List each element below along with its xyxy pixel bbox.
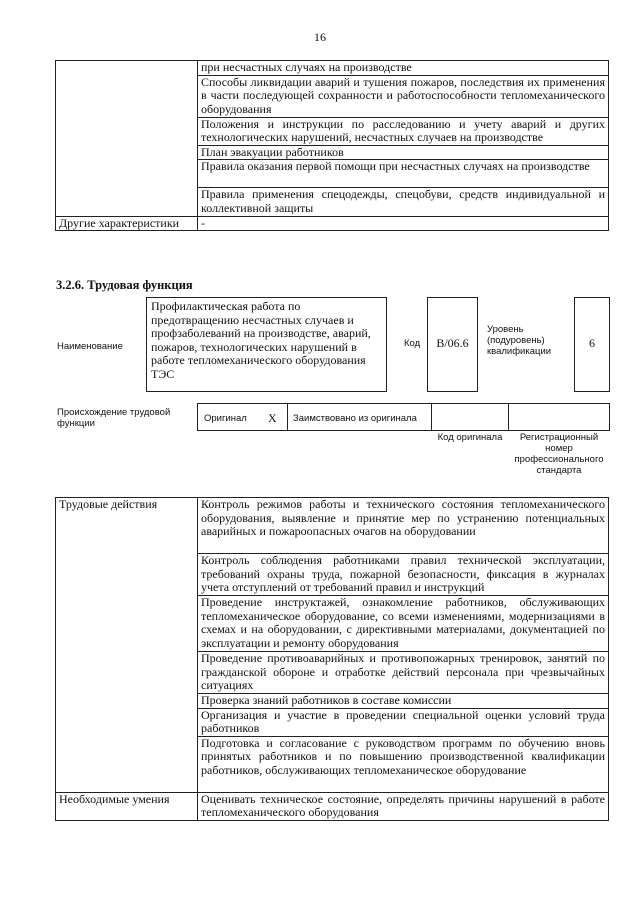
- function-code: B/06.6: [427, 297, 478, 392]
- divider: [287, 404, 288, 430]
- section-title: 3.2.6. Трудовая функция: [56, 278, 193, 292]
- knowledge-item: Правила оказания первой помощи при несчастных случаях на производстве: [198, 160, 609, 188]
- registration-number-caption: Регистрационный номер профессионального стандарта: [514, 432, 604, 476]
- skill-item: Оценивать техническое состояние, определять причины нарушений в работе тепломеханического оборудования: [198, 792, 609, 820]
- original-label: Оригинал: [204, 413, 247, 424]
- labor-action-item: Проведение инструктажей, ознакомление работников, обслуживающих тепломеханическое оборудование, со всеми изменениями, модернизациями в схемах и на оборудовании, с директивными материалами, документацией по эксплуатации и ремонту оборудования: [198, 596, 609, 652]
- function-name: Профилактическая работа по предотвращению несчастных случаев и профзаболеваний на производстве, аварий, пожаров, технологических нарушений в работе тепломеханического оборудования ТЭС: [146, 297, 387, 392]
- labor-action-item: Подготовка и согласование с руководством программ по обучению вновь принятых работников и по повышению производственной квалификации работников, обслуживающих тепломеханическое оборудование: [198, 736, 609, 792]
- labor-actions-table: [55, 497, 609, 821]
- code-original-caption: Код оригинала: [437, 432, 503, 443]
- divider: [508, 404, 509, 430]
- empty-label-cell: [56, 61, 198, 217]
- other-characteristics-value: -: [198, 216, 609, 231]
- labor-actions-label: Трудовые действия: [56, 498, 198, 793]
- name-label: Наименование: [57, 341, 123, 352]
- labor-action-item: Проверка знаний работников в составе комиссии: [198, 694, 609, 709]
- labor-action-item: Проведение противоаварийных и противопожарных тренировок, занятий по гражданской обороне и отработке действий персонала при чрезвычайных ситуациях: [198, 652, 609, 694]
- labor-action-item: Организация и участие в проведении специальной оценки условий труда работников: [198, 708, 609, 736]
- knowledge-table: [55, 60, 609, 231]
- labor-action-item: Контроль режимов работы и технического состояния тепломеханического оборудования, выявление и принятие мер по устранению потенциальных аварийных и пожароопасных очагов на оборудовании: [198, 498, 609, 554]
- knowledge-item: Способы ликвидации аварий и тушения пожаров, последствия их применения в части последующей сохранности и работоспособности тепломеханического оборудования: [198, 75, 609, 117]
- knowledge-item: Правила применения спецодежды, спецобуви, средств индивидуальной и коллективной защиты: [198, 188, 609, 216]
- knowledge-item: при несчастных случаях на производстве: [198, 61, 609, 76]
- labor-action-item: Контроль соблюдения работниками правил технической эксплуатации, требований охраны труда, пожарной безопасности, фиксация в журналах учета отступлений от требований правил и инструкций: [198, 554, 609, 596]
- skills-label: Необходимые умения: [56, 792, 198, 820]
- origin-table: [197, 403, 610, 431]
- other-characteristics-label: Другие характеристики: [56, 216, 198, 231]
- code-label: Код: [404, 338, 421, 349]
- borrowed-label: Заимствовано из оригинала: [293, 413, 417, 424]
- knowledge-item: Положения и инструкции по расследованию и учету аварий и других технологических нарушений, несчастных случаев на производстве: [198, 117, 609, 145]
- qualification-level-value: 6: [574, 297, 610, 392]
- origin-label: Происхождение трудовой функции: [57, 407, 171, 429]
- qualification-level-label: Уровень (подуровень) квалификации: [487, 324, 552, 357]
- divider: [431, 404, 432, 430]
- knowledge-item: План эвакуации работников: [198, 145, 609, 160]
- original-mark: X: [268, 411, 277, 425]
- page-number: 16: [314, 30, 326, 44]
